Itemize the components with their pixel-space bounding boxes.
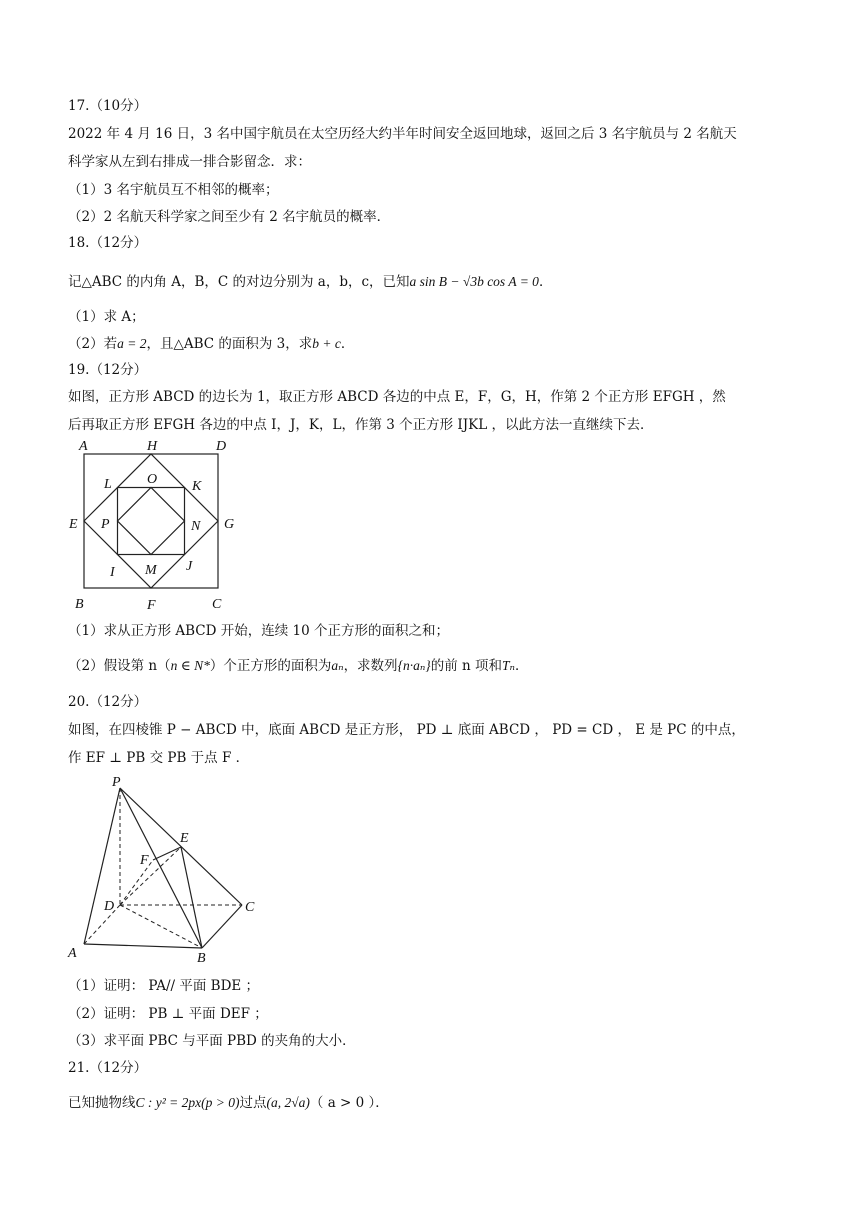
edge-DB bbox=[120, 905, 202, 948]
label-C: C bbox=[212, 597, 222, 612]
edge-PB bbox=[120, 788, 202, 948]
q20-part1: （1）证明： PA// 平面 BDE ； bbox=[68, 978, 260, 994]
q19-part2-f: {n·aₙ} bbox=[397, 658, 431, 673]
q19-part2-e: ，求数列 bbox=[343, 658, 398, 674]
label-E: E bbox=[69, 517, 78, 532]
q18-header: 18.（12分） bbox=[68, 235, 148, 251]
q17-part1: （1）3 名宇航员互不相邻的概率； bbox=[68, 182, 279, 198]
label-F: F bbox=[140, 853, 149, 868]
square-ijkl bbox=[118, 488, 185, 555]
q21-stem bbox=[68, 1093, 798, 1113]
q19-part2-i: ． bbox=[514, 658, 529, 674]
q19-part2-d: aₙ bbox=[331, 658, 344, 673]
q20-part2: （2）证明： PB ⊥ 平面 DEF ； bbox=[68, 1006, 268, 1022]
q17-stem-line2: 科学家从左到右排成一排合影留念．求： bbox=[68, 154, 311, 170]
square-mnop bbox=[118, 488, 185, 555]
label-P: P bbox=[112, 775, 121, 790]
q21-stem-d: (a, 2√a) bbox=[266, 1095, 310, 1110]
label-A: A bbox=[79, 439, 88, 454]
q19-part2-h: Tₙ bbox=[502, 658, 515, 673]
label-G: G bbox=[224, 517, 235, 532]
q19-part2-c: ）个正方形的面积为 bbox=[209, 658, 332, 674]
q20-stem-line2: 作 EF ⊥ PB 交 PB 于点 F ． bbox=[68, 750, 250, 766]
q21-header: 21.（12分） bbox=[68, 1060, 148, 1076]
q18-part1: （1）求 A； bbox=[68, 309, 145, 325]
edge-AD bbox=[84, 905, 120, 944]
q20-part3: （3）求平面 PBC 与平面 PBD 的夹角的大小． bbox=[68, 1033, 356, 1049]
q19-part2-b: n ∈ N* bbox=[170, 658, 210, 673]
q18-stem-end: ． bbox=[538, 274, 553, 290]
q18-part2-formula1: a = 2 bbox=[117, 336, 147, 351]
q17-header: 17.（10分） bbox=[68, 98, 148, 114]
label-M: M bbox=[145, 563, 157, 578]
q18-stem bbox=[68, 272, 798, 292]
q19-part2-g: 的前 n 项和 bbox=[430, 658, 502, 674]
q20-header: 20.（12分） bbox=[68, 694, 148, 710]
q17-part2: （2）2 名航天科学家之间至少有 2 名宇航员的概率． bbox=[68, 209, 391, 225]
label-D: D bbox=[216, 439, 227, 454]
q18-stem-formula: a sin B − √3b cos A = 0 bbox=[409, 274, 539, 289]
label-E: E bbox=[180, 831, 189, 846]
label-D: D bbox=[104, 899, 115, 914]
q20-stem-line1: 如图，在四棱锥 P − ABCD 中，底面 ABCD 是正方形， PD ⊥ 底面 ABCD ， PD = CD ， E 是 PC 的中点， bbox=[68, 722, 745, 738]
q19-part2 bbox=[68, 656, 798, 676]
label-J: J bbox=[186, 559, 193, 574]
q18-stem-text: 记△ABC 的内角 A，B，C 的对边分别为 a，b，c，已知 bbox=[68, 274, 410, 290]
q19-stem-line1: 如图，正方形 ABCD 的边长为 1，取正方形 ABCD 各边的中点 E，F，G，H，作第 2 个正方形 EFGH ，然 bbox=[68, 389, 726, 405]
label-N: N bbox=[191, 519, 201, 534]
q18-part2-formula2: b + c bbox=[312, 336, 341, 351]
label-P: P bbox=[101, 517, 110, 532]
q21-stem-a: 已知抛物线 bbox=[68, 1095, 136, 1111]
label-B: B bbox=[197, 951, 206, 962]
label-F: F bbox=[147, 598, 156, 613]
edge-PA bbox=[84, 788, 120, 944]
label-C: C bbox=[245, 900, 255, 915]
edge-EB bbox=[181, 847, 202, 948]
q21-stem-b: C : y² = 2px(p > 0) bbox=[135, 1095, 240, 1110]
q19-stem-line2: 后再取正方形 EFGH 各边的中点 I，J，K，L，作第 3 个正方形 IJKL ，以此方法一直继续下去． bbox=[68, 417, 654, 433]
q18-part2-mid: ，且△ABC 的面积为 3，求 bbox=[146, 336, 313, 352]
q18-part2 bbox=[68, 334, 798, 354]
nested-squares-figure bbox=[60, 436, 250, 616]
q18-part2-end: ． bbox=[340, 336, 355, 352]
edge-FE bbox=[153, 847, 181, 860]
q19-part2-a: （2）假设第 n（ bbox=[68, 658, 171, 674]
edge-BC bbox=[202, 905, 242, 948]
q17-stem-line1: 2022 年 4 月 16 日，3 名中国宇航员在太空历经大约半年时间安全返回地球，返回之后 3 名宇航员与 2 名航天 bbox=[68, 126, 737, 142]
label-H: H bbox=[147, 439, 158, 454]
q21-stem-c: 过点 bbox=[239, 1095, 267, 1111]
label-I: I bbox=[110, 565, 115, 580]
edge-DE bbox=[120, 847, 181, 905]
label-B: B bbox=[75, 597, 84, 612]
edge-PC bbox=[120, 788, 242, 905]
label-A: A bbox=[68, 946, 77, 961]
q19-part1: （1）求从正方形 ABCD 开始，连续 10 个正方形的面积之和； bbox=[68, 623, 450, 639]
label-K: K bbox=[192, 479, 202, 494]
edge-AB bbox=[84, 944, 202, 948]
q19-header: 19.（12分） bbox=[68, 362, 148, 378]
q18-part2-text: （2）若 bbox=[68, 336, 118, 352]
pyramid-figure bbox=[60, 772, 270, 962]
label-O: O bbox=[147, 472, 158, 487]
q21-stem-e: （ a > 0 ）． bbox=[309, 1095, 389, 1111]
label-L: L bbox=[104, 477, 112, 492]
